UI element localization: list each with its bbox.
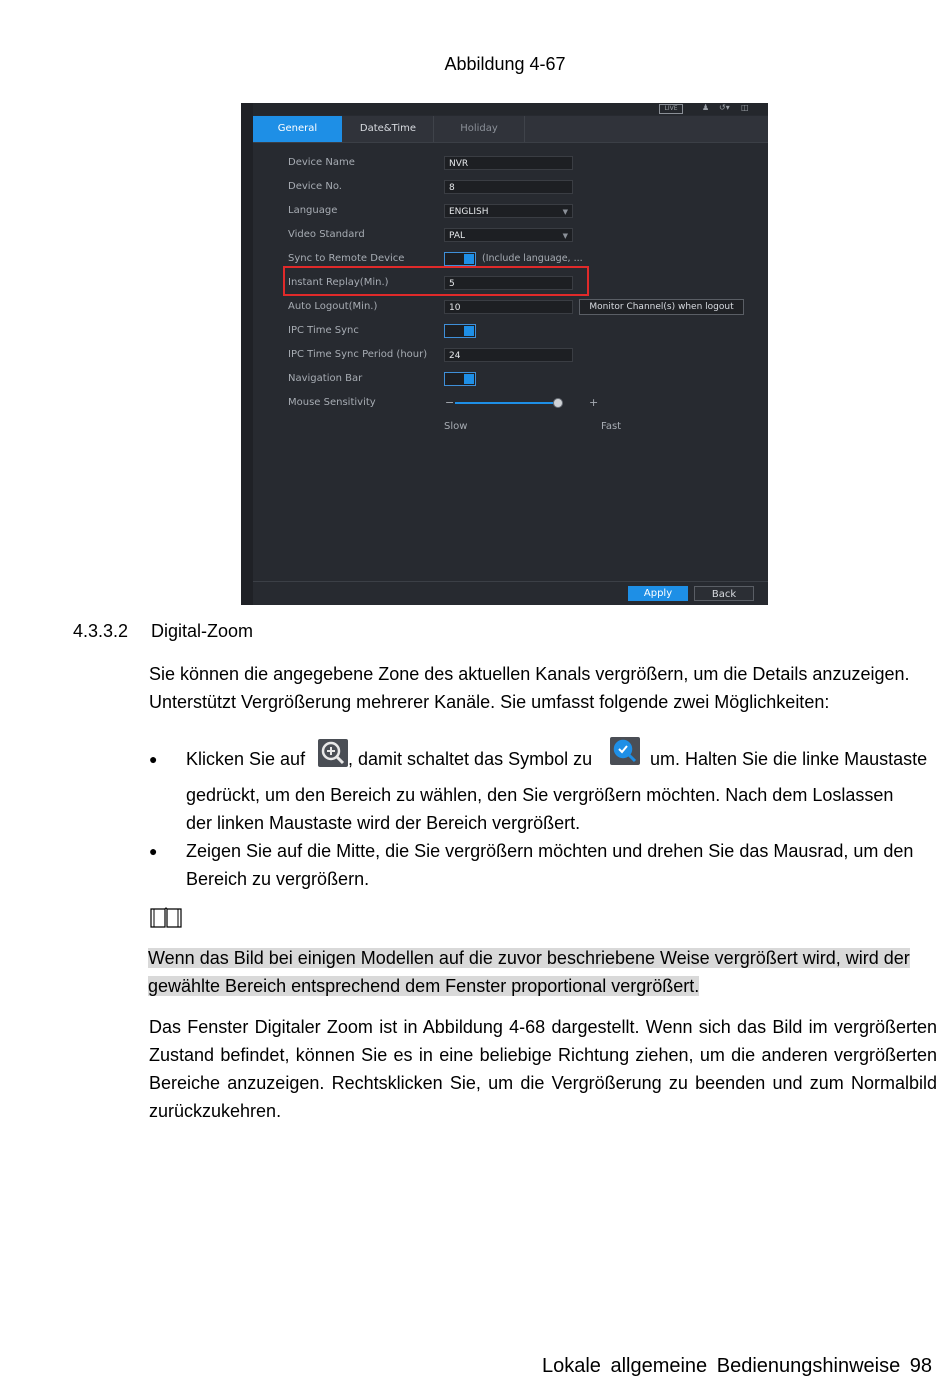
intro-paragraph [149,660,937,716]
bullet-2-line-2: Bereich zu vergrößern. [186,869,370,889]
nvr-settings-screenshot [241,103,768,605]
bullet-1-text-c: um. Halten Sie die linke Maustaste [650,749,928,769]
video-standard-value: PAL [449,231,466,241]
tab-date-time[interactable]: Date&Time [359,123,417,134]
navigation-bar-label: Navigation Bar [288,373,363,384]
chevron-down-icon: ▼ [562,232,568,240]
navigation-bar-toggle[interactable] [444,372,476,386]
ipc-time-sync-label: IPC Time Sync [288,325,359,336]
note-paragraph [148,944,938,1000]
zoom-in-icon [318,739,348,767]
sync-remote-note: (Include language, ... [482,253,583,264]
device-name-field[interactable]: NVR [444,156,573,170]
section-number: 4.3.3.2 [73,621,129,641]
slider-track[interactable] [455,402,558,404]
bullet-1-text-a: Klicken Sie auf [186,749,306,769]
zoom-active-icon [610,737,640,765]
bullet-1-line-2: gedrückt, um den Bereich zu wählen, den Sie vergrößern möchten. Nach dem Loslassen [186,785,894,805]
device-name-label: Device Name [288,157,355,168]
mouse-sensitivity-label: Mouse Sensitivity [288,397,376,408]
section-heading [73,621,253,642]
bullet-1-line-3: der linken Maustaste wird der Bereich vergrößert. [186,813,581,833]
toggle-knob [464,326,474,336]
language-label: Language [288,205,338,216]
language-value: ENGLISH [449,207,489,217]
apply-button[interactable]: Apply [628,586,688,601]
tab-holiday[interactable]: Holiday [460,123,498,134]
bullet-dot: ● [149,843,158,859]
language-dropdown[interactable] [444,204,573,218]
exit-icon[interactable]: ↺▾ [719,103,730,112]
toggle-knob [464,374,474,384]
live-badge[interactable]: LIVE [659,104,683,114]
window-icon[interactable]: ◫ [741,103,749,112]
figure-caption: Abbildung 4-67 [444,54,566,74]
auto-logout-label: Auto Logout(Min.) [288,301,378,312]
section-title: Digital-Zoom [151,621,254,641]
page-footer: Lokale allgemeine Bedienungshinweise 98 [541,1355,932,1377]
back-button[interactable]: Back [694,586,754,601]
instant-replay-label: Instant Replay(Min.) [288,277,389,288]
side-strip [241,103,253,605]
video-standard-dropdown[interactable] [444,228,573,242]
user-icon[interactable]: ♟ [702,103,710,112]
fast-label: Fast [601,421,622,432]
bullet-1-text-b: , damit schaltet das Symbol zu [348,749,593,769]
bullet-2 [186,837,937,893]
highlight-box [283,266,589,296]
slider-handle[interactable] [553,398,563,408]
slider-minus[interactable]: − [445,396,455,409]
ipc-time-sync-toggle[interactable] [444,324,476,338]
ipc-sync-period-label: IPC Time Sync Period (hour) [288,349,428,360]
intro-line-2: Unterstützt Vergrößerung mehrerer Kanäle. Sie umfasst folgende zwei Möglichkeiten: [149,692,830,712]
slider-plus[interactable]: + [589,396,599,409]
instant-replay-field[interactable]: 5 [444,276,573,290]
footer-divider [253,581,768,582]
tab-divider [524,116,525,142]
bullet-2-line-1: Zeigen Sie auf die Mitte, die Sie vergrößern möchten und drehen Sie das Mausrad, um den [186,841,914,861]
auto-logout-field[interactable]: 10 [444,300,573,314]
note-book-icon [149,906,183,930]
tab-general[interactable]: General [253,116,342,142]
slow-label: Slow [444,421,468,432]
bullet-1-continuation [186,781,937,837]
sync-remote-label: Sync to Remote Device [288,253,405,264]
final-paragraph: Das Fenster Digitaler Zoom ist in Abbildung 4-68 dargestellt. Wenn sich das Bild im vergrößerten Zustand befindet, können Sie es in eine beliebige Richtung ziehen, um die anderen vergrößerten Bereiche anzuzeigen. Rechtsklicken Sie, um die Vergrößerung zu beenden und zum Normalbild zurückzukehren. [149,1017,937,1121]
monitor-channel-button[interactable]: Monitor Channel(s) when logout [579,299,744,315]
note-line-2: gewählte Bereich entsprechend dem Fenster proportional vergrößert. [148,976,700,996]
device-no-field[interactable]: 8 [444,180,573,194]
tab-bar [253,116,768,143]
device-no-label: Device No. [288,181,342,192]
video-standard-label: Video Standard [288,229,365,240]
bullet-dot: ● [149,751,158,767]
chevron-down-icon: ▼ [562,208,568,216]
toggle-knob [464,254,474,264]
sync-remote-toggle[interactable] [444,252,476,266]
ipc-sync-period-field[interactable]: 24 [444,348,573,362]
intro-line-1: Sie können die angegebene Zone des aktuellen Kanals vergrößern, um die Details anzuzeigen. [149,664,910,684]
top-bar [253,103,768,115]
note-line-1: Wenn das Bild bei einigen Modellen auf die zuvor beschriebene Weise vergrößert wird, wird der [148,948,910,968]
